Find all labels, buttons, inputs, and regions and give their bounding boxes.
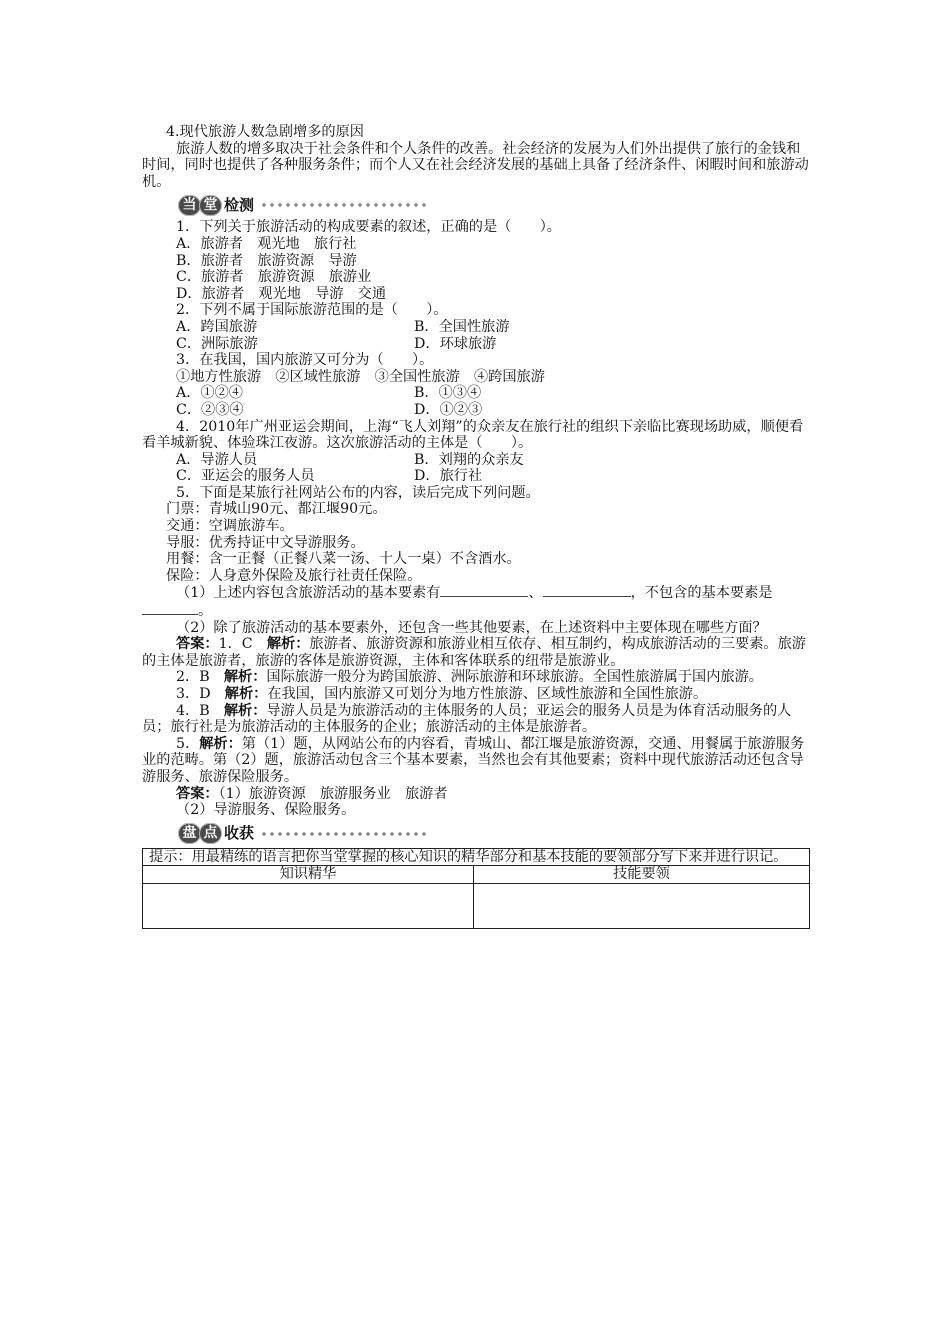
q1-option-d: D．旅游者 观光地 导游 交通 [176, 285, 387, 302]
q2-option-c: C．洲际旅游 [176, 335, 258, 352]
badge-char: 点 [199, 823, 222, 844]
answer-blank[interactable] [142, 602, 198, 615]
q2-option-d: D．环球旅游 [414, 335, 497, 352]
q5-line-transport: 交通：空调旅游车。 [166, 518, 294, 535]
q3-option-a: A．①②④ [176, 385, 243, 402]
q5-line-guide: 导服：优秀持证中文导游服务。 [166, 534, 365, 551]
section-title: 收获 [224, 824, 255, 843]
dotted-divider [260, 831, 430, 837]
section-badge [178, 195, 254, 216]
q2-option-a: A．跨国旅游 [176, 318, 258, 335]
q4-options-row [142, 452, 810, 469]
q5-sub1-text-2: ，不包含的基本要素是 [630, 585, 773, 602]
answer-choice: 3．D [176, 686, 225, 702]
q3-items: ①地方性旅游 ②区域性旅游 ③全国性旅游 ④跨国旅游 [176, 368, 545, 385]
analysis-text: 旅游者、旅游资源和旅游业相互依存、相互制约，构成旅游活动的三要素。旅游的主体是旅游者，旅游的客体是旅游资源，主体和客体联系的纽带是旅游业。 [142, 636, 806, 669]
answer-1 [142, 636, 810, 669]
summary-tip: 提示：用最精练的语言把你当堂掌握的核心知识的精华部分和基本技能的要领部分写下来并进行识记。 [143, 848, 810, 866]
answer-blank[interactable] [543, 584, 631, 597]
dotted-divider [260, 202, 430, 208]
answer-label: 答案： [176, 785, 219, 802]
q4-option-b: B．刘翔的众亲友 [414, 451, 524, 468]
answer-choice: 1．C [218, 636, 267, 653]
q4-options-row [142, 468, 810, 485]
q2-options-row [142, 336, 810, 353]
q3-options-row [142, 385, 810, 402]
analysis-text: 第（1）题，从网站公布的内容看，青城山、都江堰是旅游资源，交通、用餐属于旅游服务业的范畴。第（2）题，旅游活动包含三个基本要素，当然也会有其他要素；资料中现代旅游活动还包含导游服务、旅游保险服务。 [142, 735, 805, 785]
analysis-text: 国际旅游一般分为跨国旅游、洲际旅游和环球旅游。全国性旅游属于国内旅游。 [266, 669, 763, 686]
q5-sub1-sep: 、 [528, 585, 543, 602]
answer-blank[interactable] [440, 584, 528, 597]
q4-option-a: A．导游人员 [176, 451, 258, 468]
knowledge-cell[interactable] [143, 883, 474, 928]
q4-stem: 4．2010年广州亚运会期间，上海“飞人刘翔”的众亲友在旅行社的组织下亲临比赛现场助威，顺便看看羊城新貌、体验珠江夜游。这次旅游活动的主体是（ ）。 [142, 418, 804, 452]
badge-char: 盘 [178, 823, 201, 844]
q1-option-b: B．旅游者 旅游资源 导游 [176, 252, 357, 269]
q5-sub1-text: （1）上述内容包含旅游活动的基本要素有 [176, 585, 441, 602]
answer-4 [142, 703, 810, 736]
q5-line-meal: 用餐：含一正餐（正餐八菜一汤、十人一桌）不含酒水。 [166, 551, 521, 568]
section-title: 检测 [224, 196, 255, 215]
q3-option-d: D．①②③ [414, 401, 483, 418]
q1-stem: 1．下列关于旅游活动的构成要素的叙述，正确的是（ ）。 [176, 219, 561, 236]
badge-char: 当 [178, 195, 201, 216]
q5-stem: 5．下面是某旅行社网站公布的内容，读后完成下列问题。 [176, 484, 540, 501]
analysis-label: 解析： [224, 686, 268, 702]
intro-heading: 4.现代旅游人数急剧增多的原因 [166, 124, 364, 140]
section-header-summary [178, 821, 810, 847]
answer-5-part2: （2）导游服务、保险服务。 [176, 802, 356, 819]
answer-choice: 5． [176, 735, 200, 752]
q2-options-row [142, 319, 810, 336]
analysis-text: 导游人员是为旅游活动的主体服务的人员；亚运会的服务人员是为体育活动服务的人员；旅行社是为旅游活动的主体服务的企业；旅游活动的主体是旅游者。 [142, 702, 792, 736]
analysis-label: 解析： [266, 636, 310, 653]
badge-char: 堂 [199, 195, 222, 216]
q2-stem: 2．下列不属于国际旅游范围的是（ ）。 [176, 302, 448, 319]
q4-option-c: C．亚运会的服务人员 [176, 468, 315, 485]
answer-2 [142, 669, 810, 686]
answer-choice: 4．B [176, 702, 224, 719]
analysis-label: 解析： [223, 669, 267, 686]
answer-choice: 2．B [176, 669, 224, 686]
q4-option-d: D．旅行社 [414, 468, 483, 485]
q1-option-a: A．旅游者 观光地 旅行社 [176, 235, 357, 252]
skills-cell[interactable] [474, 883, 810, 928]
q5-sub2: （2）除了旅游活动的基本要素外，还包含一些其他要素，在上述资料中主要体现在哪些方面？ [176, 619, 767, 636]
answer-label: 答案： [176, 636, 219, 653]
section-header-check [178, 192, 810, 218]
q5-line-ticket: 门票：青城山90元、都江堰90元。 [166, 501, 387, 518]
analysis-text: 在我国，国内旅游又可划分为地方性旅游、区域性旅游和全国性旅游。 [267, 686, 708, 702]
summary-table [142, 848, 810, 929]
q3-option-b: B．①③④ [414, 385, 482, 402]
answer-5 [142, 736, 810, 786]
col-skills-header: 技能要领 [474, 866, 810, 884]
answer-5-part1: （1）旅游资源 旅游服务业 旅游者 [218, 785, 448, 802]
q5-line-insurance: 保险：人身意外保险及旅行社责任保险。 [166, 567, 422, 584]
q3-option-c: C．②③④ [176, 401, 244, 418]
q5-sub1-end: 。 [198, 603, 213, 620]
analysis-label: 解析： [199, 735, 242, 752]
q3-options-row [142, 402, 810, 419]
document-page [142, 124, 810, 929]
q3-stem: 3．在我国，国内旅游又可分为（ ）。 [176, 352, 434, 369]
analysis-label: 解析： [223, 702, 267, 719]
col-knowledge-header: 知识精华 [143, 866, 474, 884]
q5-sub1 [142, 584, 810, 619]
answer-5-final [142, 786, 810, 803]
section-badge [178, 823, 254, 844]
intro-body: 旅游人数的增多取决于社会条件和个人条件的改善。社会经济的发展为人们外出提供了旅行的金钱和时间，同时也提供了各种服务条件；而个人又在社会经济发展的基础上具备了经济条件、闲暇时间和旅游动机。 [142, 140, 809, 190]
q2-option-b: B．全国性旅游 [414, 318, 510, 335]
answer-3 [142, 686, 810, 703]
q1-option-c: C．旅游者 旅游资源 旅游业 [176, 269, 372, 286]
